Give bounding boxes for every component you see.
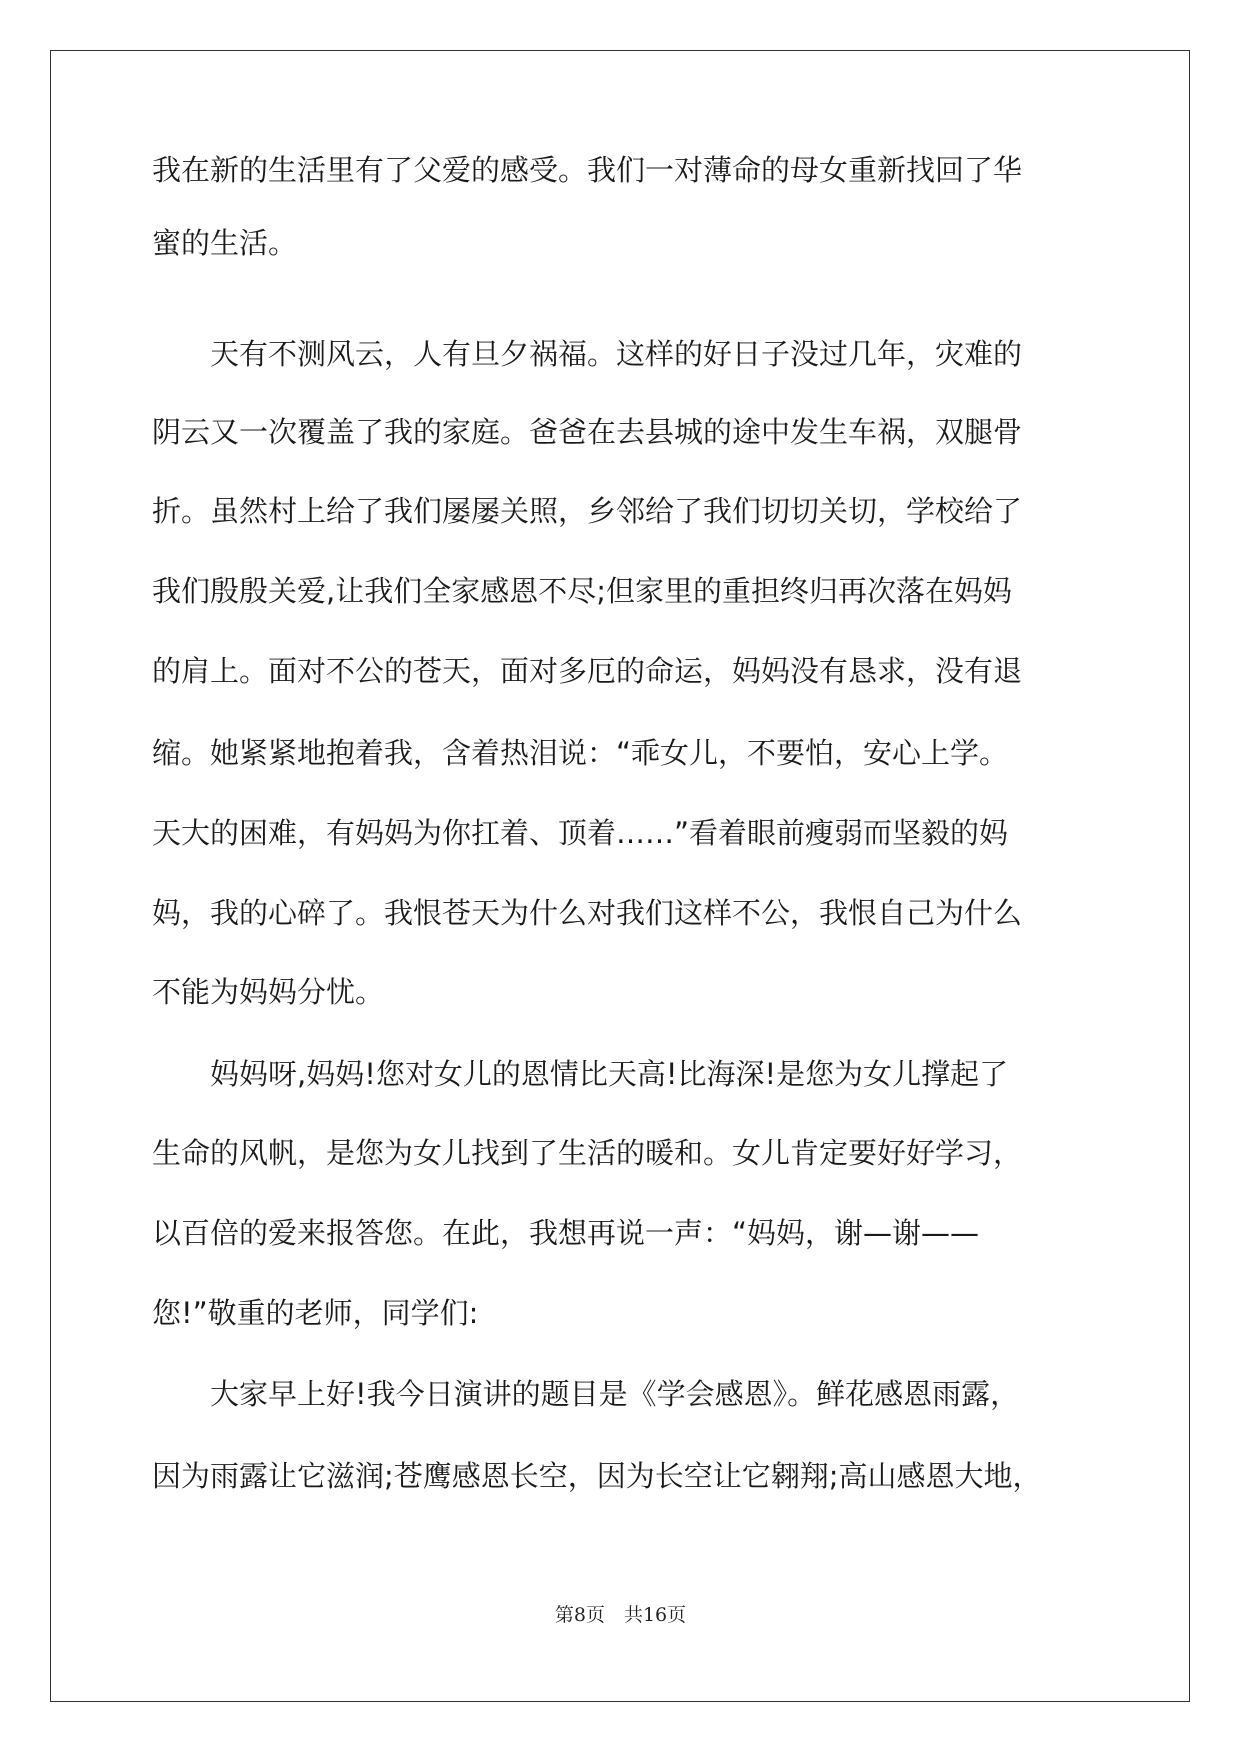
- text-line: 妈，我的心碎了。我恨苍天为什么对我们这样不公，我恨自己为什么: [152, 896, 1023, 930]
- text-line: 生命的风帆，是您为女儿找到了生活的暖和。女儿肯定要好好学习，: [152, 1136, 1023, 1170]
- text-line: 天大的困难，有妈妈为你扛着、顶着……”看着眼前瘦弱而坚毅的妈: [152, 816, 1009, 850]
- text-line: 缩。她紧紧地抱着我，含着热泪说：“乖女儿，不要怕，安心上学。: [152, 736, 1009, 770]
- text-line: 不能为妈妈分忧。: [152, 975, 385, 1009]
- text-line: 以百倍的爱来报答您。在此，我想再说一声：“妈妈，谢—谢——: [152, 1216, 980, 1250]
- page-number-footer: 第8页 共16页: [554, 1604, 687, 1626]
- page-border: [50, 50, 1190, 1702]
- text-line: 因为雨露让它滋润;苍鹰感恩长空，因为长空让它翱翔;高山感恩大地，: [152, 1459, 1042, 1493]
- text-line: 折。虽然村上给了我们屡屡关照，乡邻给了我们切切关切，学校给了: [152, 494, 1023, 528]
- text-line: 我们殷殷关爱,让我们全家感恩不尽;但家里的重担终归再次落在妈妈: [152, 574, 1012, 608]
- text-line: 大家早上好!我今日演讲的题目是《学会感恩》。鲜花感恩雨露，: [152, 1377, 1020, 1411]
- text-line: 妈妈呀,妈妈!您对女儿的恩情比天高!比海深!是您为女儿撑起了: [152, 1057, 1009, 1091]
- text-line: 天有不测风云，人有旦夕祸福。这样的好日子没过几年，灾难的: [152, 337, 1023, 371]
- text-line: 蜜的生活。: [152, 226, 298, 260]
- text-line: 您!”敬重的老师，同学们:: [152, 1296, 479, 1330]
- text-line: 我在新的生活里有了父爱的感受。我们一对薄命的母女重新找回了华: [152, 153, 1023, 187]
- text-line: 阴云又一次覆盖了我的家庭。爸爸在去县城的途中发生车祸，双腿骨: [152, 415, 1023, 449]
- text-line: 的肩上。面对不公的苍天，面对多厄的命运，妈妈没有恳求，没有退: [152, 654, 1023, 688]
